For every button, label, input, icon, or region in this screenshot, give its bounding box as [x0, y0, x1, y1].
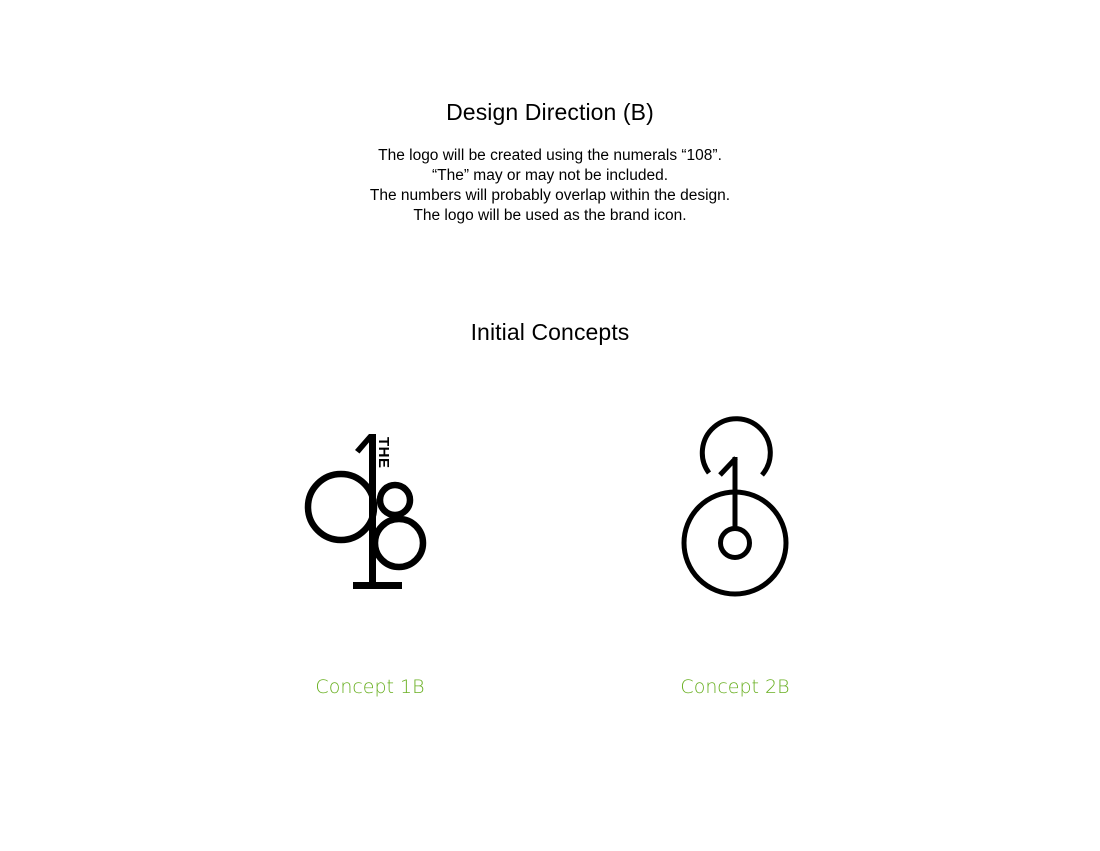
concept-1b-caption: Concept 1B [315, 676, 425, 698]
description-line: The numbers will probably overlap within the design. [369, 187, 731, 204]
concept-1b-logo [290, 420, 450, 600]
description [0, 146, 1100, 226]
logo-stroke [375, 519, 423, 567]
logo-stroke [380, 485, 410, 515]
logo-stroke [353, 582, 402, 589]
description-line: “The” may or may not be included. [431, 167, 669, 184]
description-line: The logo will be created using the numerals “108”. [378, 147, 722, 164]
concept-2b-caption: Concept 2B [680, 676, 790, 698]
description-line: The logo will be used as the brand icon. [413, 207, 687, 224]
logo-the-text: THE [375, 437, 392, 469]
logo-stroke [721, 529, 750, 558]
concept-2b-logo [670, 415, 800, 605]
logo-stroke [308, 474, 374, 540]
section-heading-initial-concepts: Initial Concepts [470, 319, 630, 345]
page-title: Design Direction (B) [446, 99, 654, 125]
logo-stroke [355, 434, 371, 454]
